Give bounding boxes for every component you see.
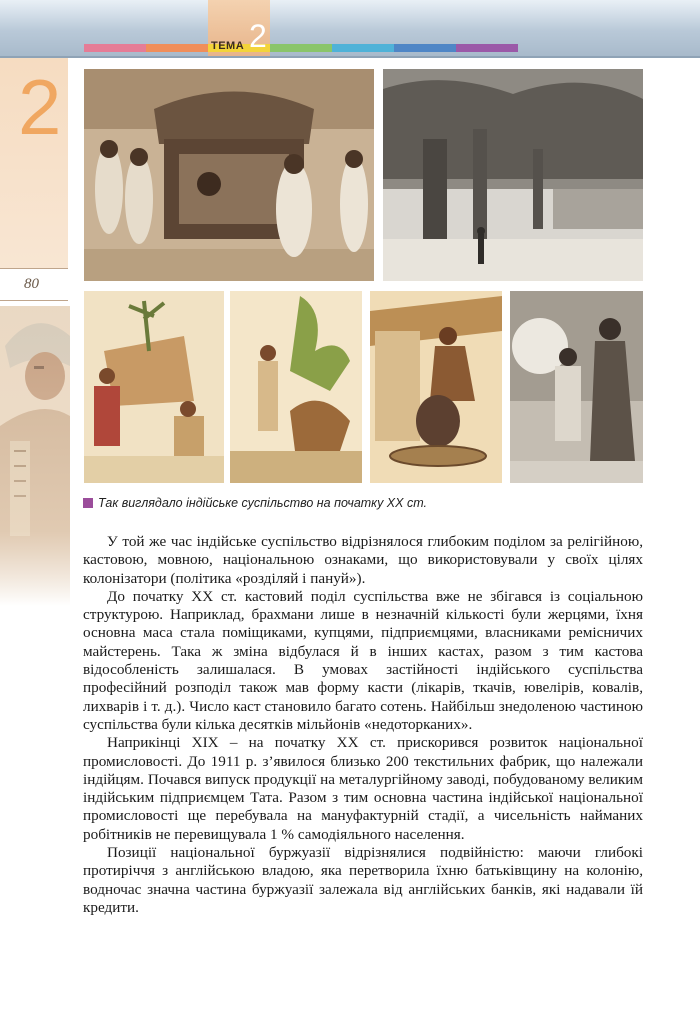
photo-market-scene [84, 291, 224, 483]
color-strip-segment [146, 44, 208, 52]
chapter-number: 2 [18, 63, 62, 151]
color-strip [84, 44, 518, 52]
color-strip-segment [332, 44, 394, 52]
figure-caption [83, 496, 643, 510]
caption-marker [83, 498, 93, 508]
color-strip-segment [270, 44, 332, 52]
color-strip-segment [84, 44, 146, 52]
photo-potter [370, 291, 502, 483]
paragraph: Наприкінці XIX – на початку XX ст. прискорився розвиток національної промисловості. До 1911 р. з’явилося близько 200 текстильних фабрик, що належали індійцям. Почався випуск продукції на металургійному заводі, побудованому великим індійським підприємцем Тата. Разом з тим основна частина індійської національної промисловості ще перебувала на мануфактурній стадії, а чисельність найманих робітників не перевищувала 1 % самодіяльного населення. [83, 734, 643, 843]
photo-banyan-tree [383, 69, 643, 281]
paragraph: До початку XX ст. кастовий поділ суспільства вже не збігався із соціальною структурою. Наприклад, брахмани лише в незначній кількості були жерцями, їхня основна маса стала поміщиками, купцями, підприємцями, власниками ремісничих майстерень. Така ж зміна відбулася й в інших кастах, разом з тим кастова відособленість залишалася. В умовах застійності індійського суспільства професійний розподіл також мав форму касти (лікарів, ткачів, ювелірів, ковалів, лихварів і т. д.). Число каст становило багато сотень. Найбільш знедоленою частиною суспільства були кілька десятків мільйонів «недоторканих». [83, 587, 643, 733]
theme-number: 2 [249, 18, 267, 54]
page-divider [0, 300, 68, 301]
color-strip-segment [456, 44, 518, 52]
body-text [83, 533, 643, 917]
theme-label: ТЕМА [211, 40, 245, 52]
photo-farmers [230, 291, 362, 483]
page-number: 80 [24, 276, 39, 292]
paragraph: Позиції національної буржуазії відрізнялися подвійністю: маючи глибокі протиріччя з англійською владою, яка перетворила їхню батьківщину на колонію, водночас значна частина буржуазії залежала від англійських банків, які надавали їй кредити. [83, 844, 643, 916]
paragraph: У той же час індійське суспільство відрізнялося глибоким поділом за релігійною, кастовою, мовною, національною ознаками, що використовували у своїх цілях колонізатори (політика «розділяй і пануй»). [83, 533, 643, 587]
header-rule [0, 56, 700, 58]
margin-portrait-photo [0, 306, 70, 606]
page-divider [0, 268, 68, 269]
photo-palanquin [84, 69, 374, 281]
caption-text: Так виглядало індійське суспільство на початку XX ст. [98, 496, 427, 510]
color-strip-segment [394, 44, 456, 52]
photo-monk-and-boy [510, 291, 643, 483]
